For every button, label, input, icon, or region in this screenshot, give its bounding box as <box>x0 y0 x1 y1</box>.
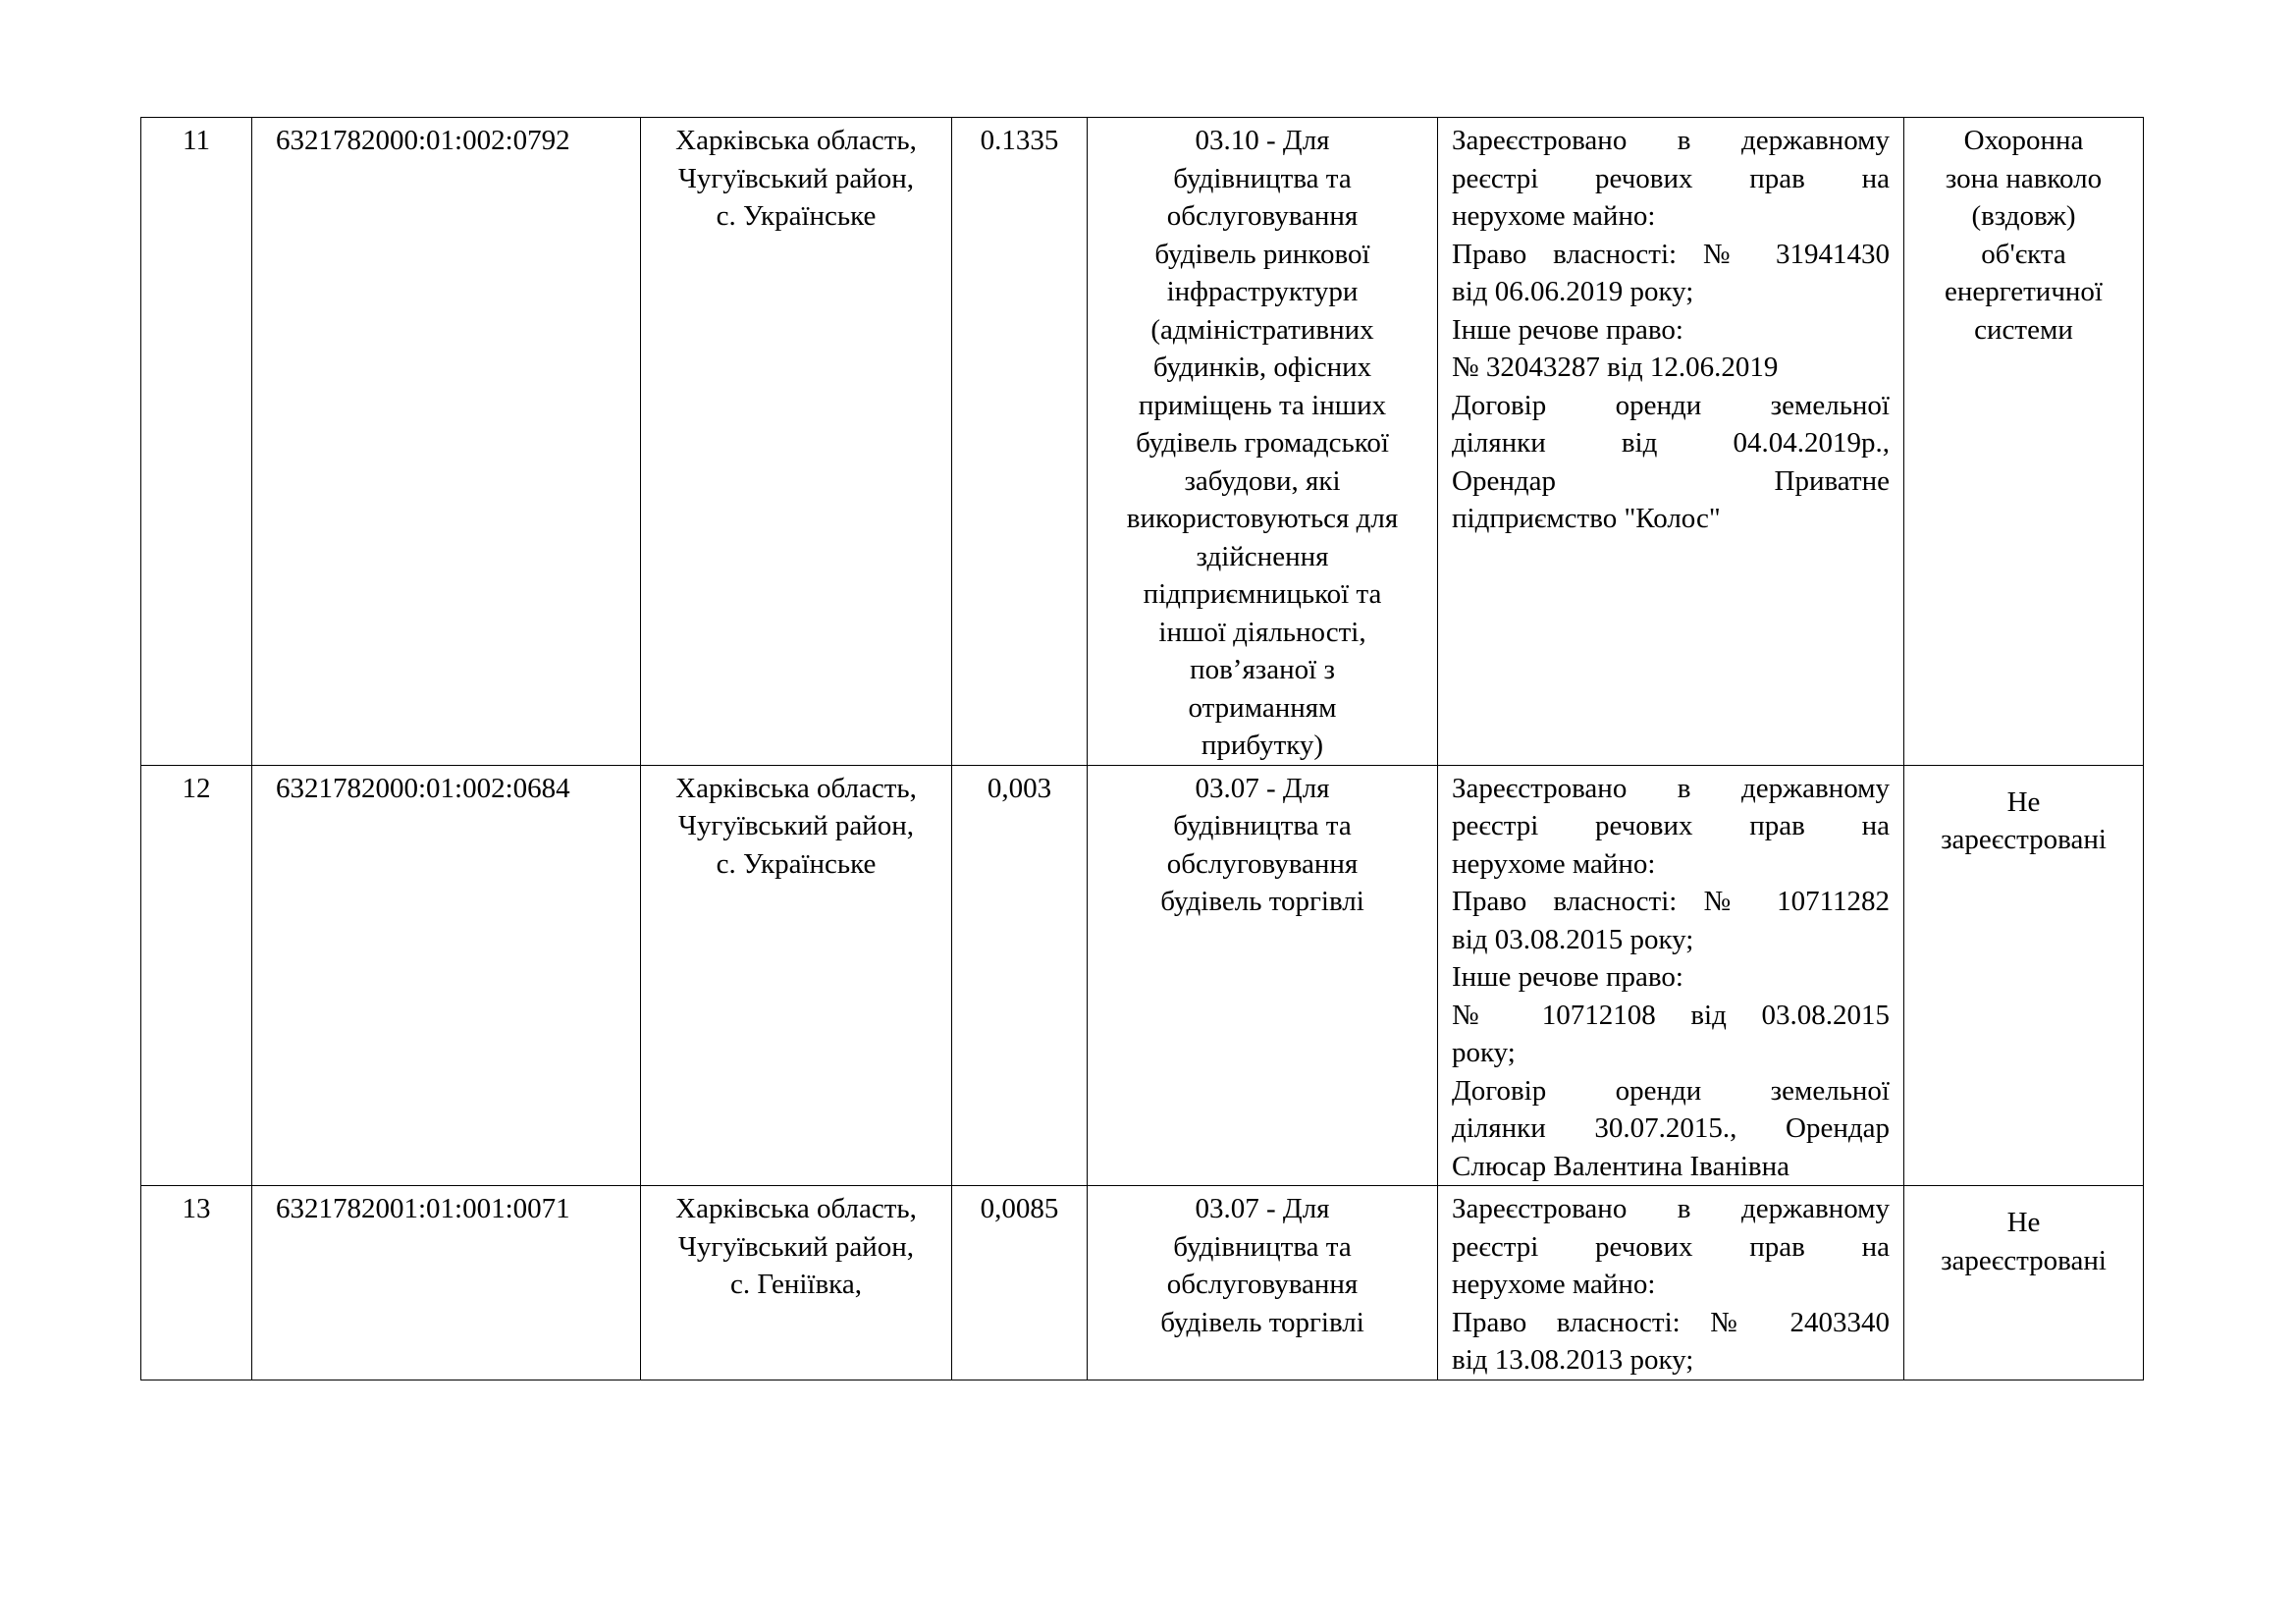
text-line: Не <box>2006 1207 2041 1238</box>
row-number-cell <box>141 765 252 1186</box>
text-line: використовуються для <box>1126 503 1399 534</box>
restriction-cell <box>1904 765 2144 1186</box>
cell-text <box>1101 1190 1423 1341</box>
text-line: Право власності: № 31941430 <box>1452 238 1890 270</box>
text-line: року; <box>1452 1037 1516 1068</box>
area-value: 0,0085 <box>980 1193 1059 1224</box>
text-line: від 03.08.2015 року; <box>1452 923 1694 955</box>
text-line: Зареєстровано в державному <box>1452 125 1890 156</box>
text-line: інфраструктури <box>1166 276 1359 307</box>
table-body <box>141 118 2144 1380</box>
text-line: об'єкта <box>1981 238 2066 270</box>
text-line: Чугуївський район, <box>678 1230 914 1263</box>
text-line: енергетичної <box>1944 276 2103 307</box>
area-cell <box>952 765 1088 1186</box>
address-cell <box>641 765 952 1186</box>
text-line: від 06.06.2019 року; <box>1452 276 1694 307</box>
text-line: приміщень та інших <box>1138 389 1387 421</box>
row-number: 11 <box>183 125 210 156</box>
text-line: Договір оренди земельної <box>1452 389 1890 421</box>
cell-text <box>1101 770 1423 921</box>
text-line: Право власності: № 10711282 <box>1452 886 1890 917</box>
cell-text <box>1101 122 1423 765</box>
text-line: системи <box>1974 313 2073 346</box>
text-line: 03.07 - Для <box>1195 1193 1330 1224</box>
area-cell <box>952 118 1088 766</box>
address-cell <box>641 118 952 766</box>
row-number-cell <box>141 118 252 766</box>
cadastral-number-cell <box>252 118 641 766</box>
text-line: Харківська область, <box>675 1193 917 1224</box>
text-line: будівель торгівлі <box>1160 886 1364 917</box>
cell-text <box>1918 770 2129 859</box>
registration-cell <box>1438 765 1904 1186</box>
restriction-cell <box>1904 1186 2144 1380</box>
text-line: Слюсар Валентина Іванівна <box>1452 1150 1789 1182</box>
text-line: нерухоме майно: <box>1452 200 1656 232</box>
text-line: прибутку) <box>1201 730 1324 761</box>
cell-text <box>655 770 937 884</box>
text-line: реєстрі речових прав на <box>1452 810 1890 841</box>
text-line: іншої діяльності, <box>1158 616 1366 648</box>
text-line: с. Українське <box>716 200 877 232</box>
land-plots-table <box>140 117 2144 1380</box>
text-line: нерухоме майно: <box>1452 847 1656 880</box>
text-line: від 13.08.2013 року; <box>1452 1344 1694 1376</box>
cadastral-number: 6321782001:01:001:0071 <box>276 1193 570 1224</box>
text-line: Зареєстровано в державному <box>1452 1193 1890 1224</box>
text-line: ділянки від 04.04.2019р., <box>1452 427 1890 459</box>
text-line: Харківська область, <box>675 772 917 804</box>
text-line: (адміністративних <box>1150 313 1374 346</box>
text-line: будівель ринкової <box>1154 238 1370 270</box>
cadastral-number: 6321782000:01:002:0792 <box>276 125 570 156</box>
table-row <box>141 118 2144 766</box>
text-line: обслуговування <box>1166 1269 1359 1300</box>
text-line: будинків, офісних <box>1152 352 1372 383</box>
purpose-cell <box>1088 118 1438 766</box>
text-line: № 10712108 від 03.08.2015 <box>1452 999 1890 1031</box>
text-line: Договір оренди земельної <box>1452 1074 1890 1107</box>
cell-text <box>1918 1190 2129 1279</box>
address-cell <box>641 1186 952 1380</box>
text-line: підприємство "Колос" <box>1452 503 1721 534</box>
registration-cell <box>1438 118 1904 766</box>
text-line: Харківська область, <box>675 125 917 156</box>
row-number: 12 <box>182 772 211 804</box>
text-line: Орендар Приватне <box>1452 464 1890 497</box>
purpose-cell <box>1088 765 1438 1186</box>
text-line: нерухоме майно: <box>1452 1269 1656 1300</box>
text-line: здійснення <box>1196 540 1329 572</box>
row-number-cell <box>141 1186 252 1380</box>
text-line: с. Українське <box>716 847 877 880</box>
cell-text <box>1452 1190 1890 1380</box>
text-line: 03.07 - Для <box>1195 772 1330 804</box>
text-line: обслуговування <box>1166 847 1359 880</box>
text-line: с. Геніївка, <box>730 1269 862 1300</box>
text-line: будівель громадської <box>1136 427 1389 459</box>
cadastral-number: 6321782000:01:002:0684 <box>276 772 570 804</box>
restriction-cell <box>1904 118 2144 766</box>
cadastral-number-cell <box>252 765 641 1186</box>
text-line: будівництва та <box>1173 162 1352 194</box>
cell-text <box>655 122 937 236</box>
cell-text <box>1452 770 1890 1186</box>
text-line: Чугуївський район, <box>678 810 914 841</box>
text-line: Інше речове право: <box>1452 313 1683 346</box>
text-line: будівництва та <box>1173 810 1352 841</box>
cell-text <box>1452 122 1890 538</box>
text-line: забудови, які <box>1184 464 1341 497</box>
text-line: Не <box>2006 785 2041 818</box>
registration-cell <box>1438 1186 1904 1380</box>
area-value: 0.1335 <box>980 125 1059 156</box>
text-line: Чугуївський район, <box>678 162 914 194</box>
area-value: 0,003 <box>987 772 1052 804</box>
text-line: (вздовж) <box>1971 200 2076 232</box>
text-line: Право власності: № 2403340 <box>1452 1306 1890 1338</box>
table-row <box>141 765 2144 1186</box>
text-line: обслуговування <box>1166 200 1359 232</box>
text-line: реєстрі речових прав на <box>1452 162 1890 194</box>
purpose-cell <box>1088 1186 1438 1380</box>
text-line: будівництва та <box>1173 1230 1352 1263</box>
table-row <box>141 1186 2144 1380</box>
text-line: реєстрі речових прав на <box>1452 1230 1890 1263</box>
cell-text <box>655 1190 937 1304</box>
text-line: отриманням <box>1188 691 1337 724</box>
text-line: Зареєстровано в державному <box>1452 772 1890 804</box>
text-line: Інше речове право: <box>1452 961 1683 993</box>
cell-text <box>1918 122 2129 349</box>
text-line: 03.10 - Для <box>1195 125 1330 156</box>
row-number: 13 <box>182 1193 211 1224</box>
text-line: підприємницької та <box>1143 578 1382 610</box>
text-line: ділянки 30.07.2015., Орендар <box>1452 1112 1890 1144</box>
text-line: Охоронна <box>1963 125 2084 156</box>
text-line: № 32043287 від 12.06.2019 <box>1452 352 1779 383</box>
text-line: пов’язаної з <box>1190 654 1335 685</box>
cadastral-number-cell <box>252 1186 641 1380</box>
text-line: зона навколо <box>1945 162 2103 194</box>
text-line: будівель торгівлі <box>1160 1306 1364 1338</box>
text-line: зареєстровані <box>1941 824 2107 855</box>
text-line: зареєстровані <box>1941 1244 2107 1276</box>
area-cell <box>952 1186 1088 1380</box>
